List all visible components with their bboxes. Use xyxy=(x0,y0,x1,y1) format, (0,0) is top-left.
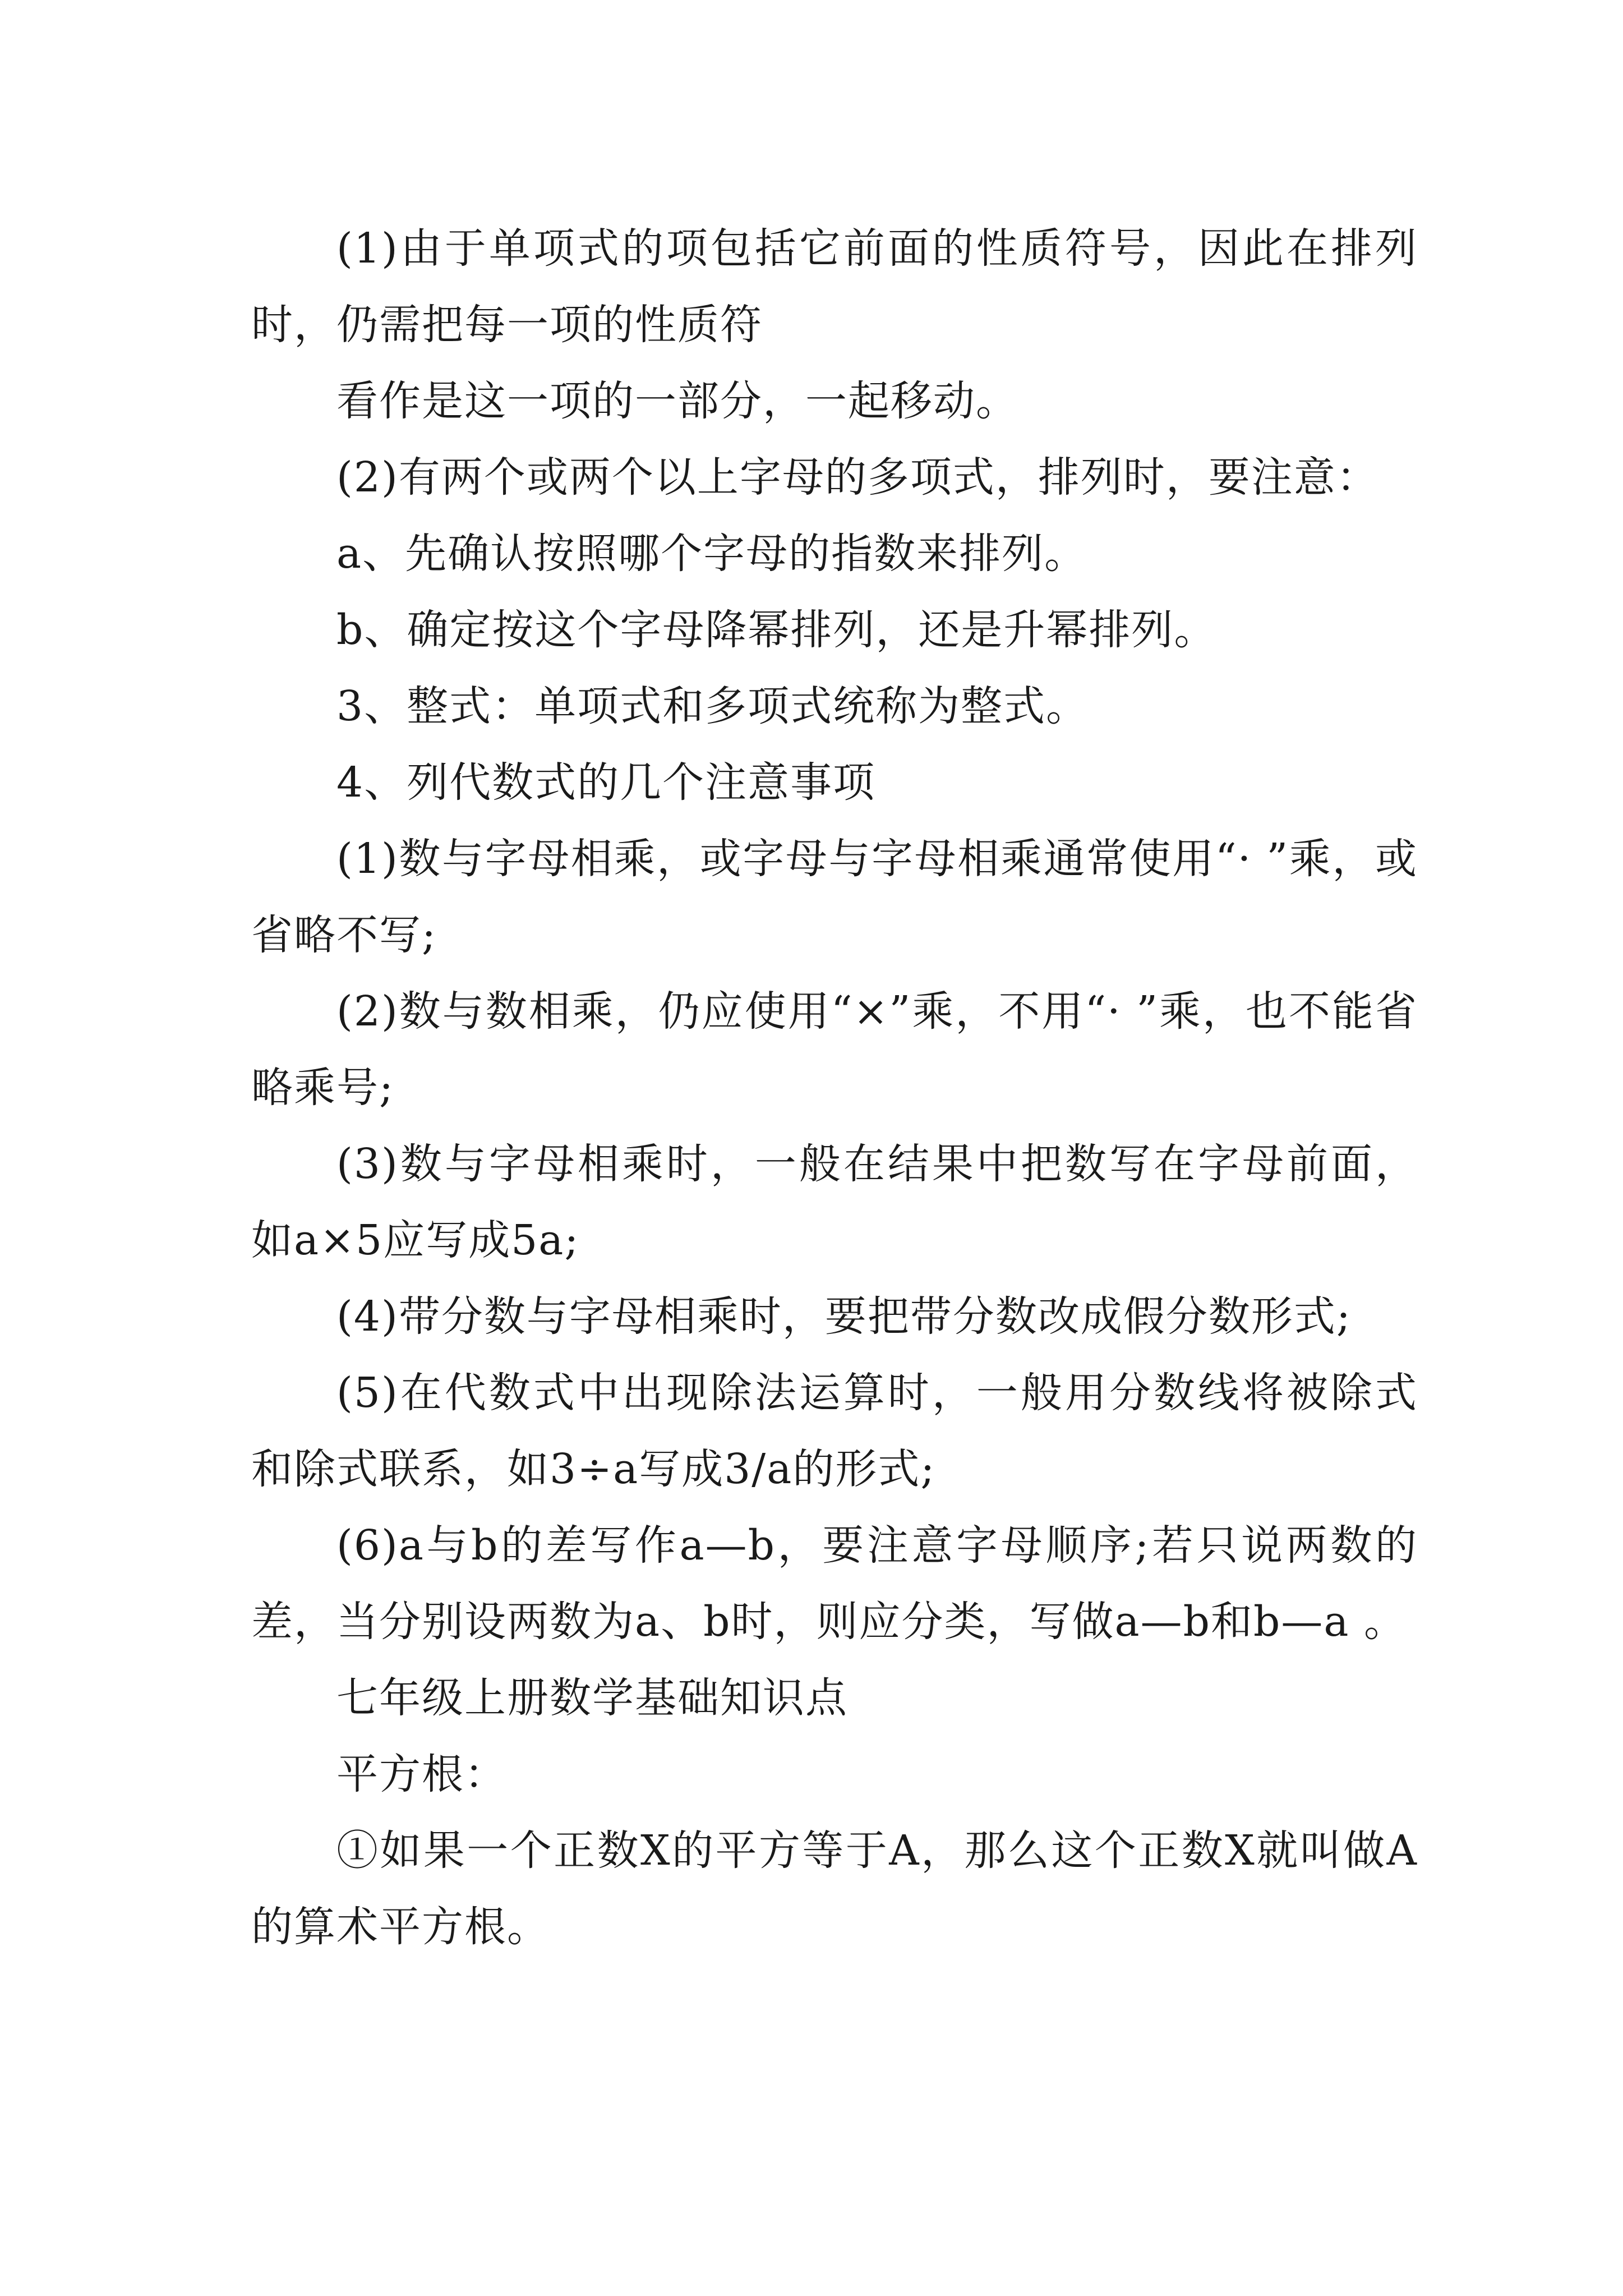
paragraph-note-1: (1)数与字母相乘，或字母与字母相乘通常使用“· ”乘，或省略不写; xyxy=(251,835,1418,959)
paragraph-square-root-heading: 平方根： xyxy=(336,1750,507,1798)
paragraph-item-a: a、先确认按照哪个字母的指数来排列。 xyxy=(336,530,1087,578)
paragraph-sort-sign-note: (1)由于单项式的项包括它前面的性质符号，因此在排列时，仍需把每一项的性质符 xyxy=(251,224,1418,349)
paragraph-move-together: 看作是这一项的一部分，一起移动。 xyxy=(336,377,1018,425)
paragraph-item-b: b、确定按这个字母降幂排列，还是升幂排列。 xyxy=(336,606,1217,654)
paragraph-note-4: (4)带分数与字母相乘时，要把带分数改成假分数形式; xyxy=(336,1292,1352,1341)
paragraph-notes-heading: 4、列代数式的几个注意事项 xyxy=(336,758,876,807)
section-title: 七年级上册数学基础知识点 xyxy=(336,1674,848,1722)
paragraph-integral-expression: 3、整式：单项式和多项式统称为整式。 xyxy=(336,682,1089,730)
paragraph-note-6: (6)a与b的差写作a—b，要注意字母顺序;若只说两数的差，当分别设两数为a、b时，则应分类，写做a—b和b—a 。 xyxy=(251,1521,1418,1646)
paragraph-multi-letter-polynomial: (2)有两个或两个以上字母的多项式，排列时，要注意： xyxy=(336,453,1379,501)
paragraph-note-3: (3)数与字母相乘时，一般在结果中把数写在字母前面，如a×5应写成5a; xyxy=(251,1140,1418,1264)
paragraph-note-2: (2)数与数相乘，仍应使用“×”乘，不用“· ”乘，也不能省略乘号; xyxy=(251,987,1418,1112)
document-body xyxy=(251,210,1418,1965)
paragraph-note-5: (5)在代数式中出现除法运算时，一般用分数线将被除式和除式联系，如3÷a写成3/a的形式; xyxy=(251,1369,1418,1493)
paragraph-square-root-definition: ①如果一个正数X的平方等于A，那么这个正数X就叫做A的算术平方根。 xyxy=(251,1826,1418,1951)
